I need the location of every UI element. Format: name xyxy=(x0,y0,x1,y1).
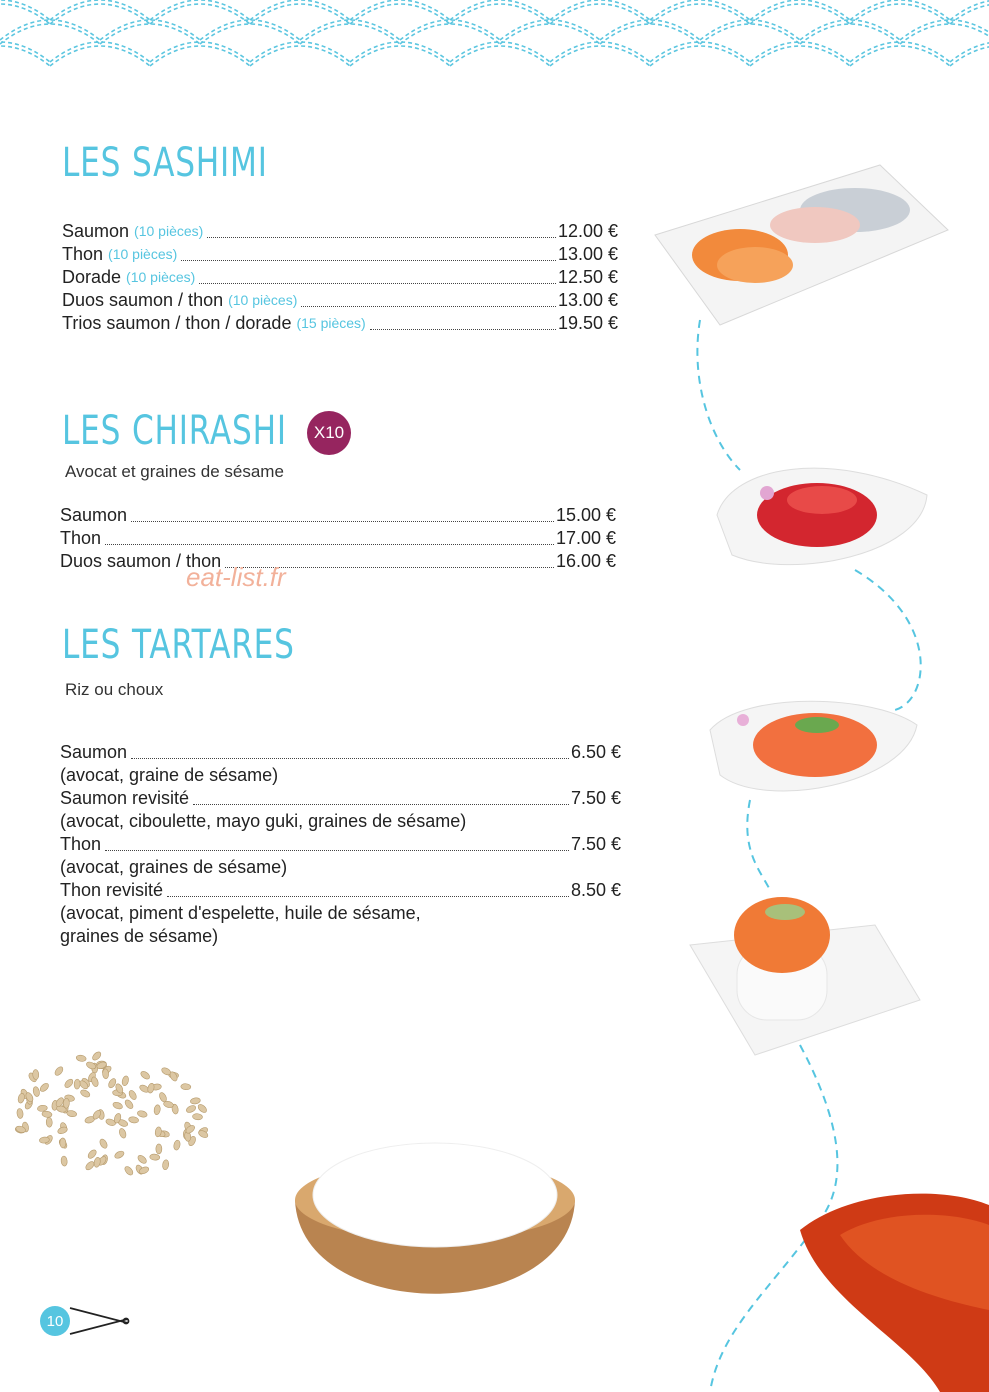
page-number: 10 xyxy=(40,1306,70,1336)
menu-item: Saumon 15.00 € xyxy=(60,505,616,525)
scissors-icon xyxy=(68,1306,132,1336)
menu-item: Duos saumon / thon 16.00 € xyxy=(60,551,616,571)
sesame-seeds-image xyxy=(0,1040,215,1185)
item-note: (avocat, piment d'espelette, huile de sésame, xyxy=(60,903,421,923)
section-title-chirashi: LES CHIRASHI xyxy=(62,408,287,454)
chirashi-bowl-image xyxy=(712,455,932,575)
menu-item: Saumon (10 pièces) 12.00 € xyxy=(62,221,618,241)
menu-item: Thon revisité 8.50 € xyxy=(60,880,621,900)
item-note: (avocat, graines de sésame) xyxy=(60,857,288,877)
item-note: (avocat, ciboulette, mayo guki, graines de sésame) xyxy=(60,811,467,831)
menu-item: Thon (10 pièces) 13.00 € xyxy=(62,244,618,264)
sashimi-plate-image xyxy=(650,160,950,330)
menu-item: Duos saumon / thon (10 pièces) 13.00 € xyxy=(62,290,618,310)
item-note: (avocat, graine de sésame) xyxy=(60,765,279,785)
tartares-subtitle: Riz ou choux xyxy=(65,680,164,699)
watermark: eat-list.fr xyxy=(186,562,286,592)
tartares-list xyxy=(60,741,621,948)
chirashi-subtitle: Avocat et graines de sésame xyxy=(65,462,284,481)
tuna-tartare-image xyxy=(685,890,925,1060)
rice-bowl-image xyxy=(290,1125,580,1350)
salmon-tartare-image xyxy=(705,690,920,805)
chirashi-list xyxy=(60,504,616,573)
menu-item: Saumon 6.50 € xyxy=(60,742,621,762)
section-title-sashimi: LES SASHIMI xyxy=(62,140,268,186)
quantity-badge: X10 xyxy=(307,411,351,455)
sashimi-list xyxy=(62,220,618,335)
menu-item: Thon 17.00 € xyxy=(60,528,616,548)
item-note: graines de sésame) xyxy=(60,926,219,946)
menu-item: Trios saumon / thon / dorade (15 pièces) 19.50 € xyxy=(62,313,618,333)
section-title-tartares: LES TARTARES xyxy=(62,622,295,668)
menu-item: Thon 7.50 € xyxy=(60,834,621,854)
menu-item: Saumon revisité 7.50 € xyxy=(60,788,621,808)
scallop-border xyxy=(0,0,989,80)
menu-item: Dorade (10 pièces) 12.50 € xyxy=(62,267,618,287)
chili-powder-image xyxy=(790,1190,989,1392)
